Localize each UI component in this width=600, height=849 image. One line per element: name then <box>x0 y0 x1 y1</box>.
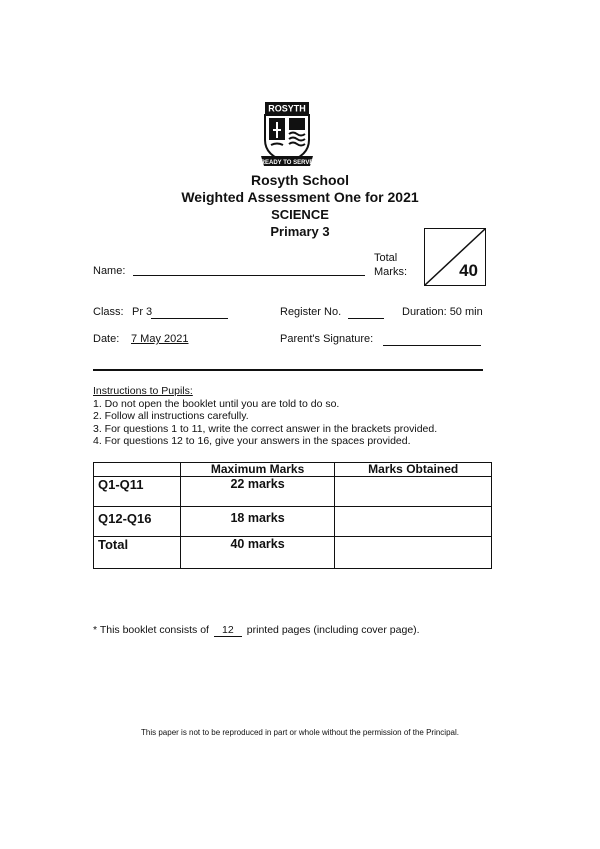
duration-text: Duration: 50 min <box>402 306 483 318</box>
table-row <box>94 537 492 569</box>
total-marks-box[interactable] <box>424 228 486 286</box>
table-header-row <box>94 463 492 477</box>
page-count-suffix: printed pages (including cover page). <box>246 624 420 636</box>
row-label: Q1-Q11 <box>94 477 181 507</box>
instructions-heading: Instructions to Pupils: <box>93 385 193 397</box>
row-max-marks: 18 marks <box>180 507 335 537</box>
name-label: Name: <box>93 265 126 277</box>
school-crest <box>259 100 315 170</box>
total-label: Total <box>374 252 398 264</box>
row-max-marks: 40 marks <box>180 537 335 569</box>
date-label: Date: <box>93 333 120 345</box>
crest-motto: READY TO SERVE <box>260 160 314 166</box>
title-block <box>0 172 600 240</box>
page-count-prefix: * This booklet consists of <box>93 624 209 636</box>
level-title: Primary 3 <box>270 224 330 239</box>
marks-table <box>93 462 492 569</box>
instructions <box>93 385 437 448</box>
class-value: Pr 3 <box>132 306 153 318</box>
row-label: Q12-Q16 <box>94 507 181 537</box>
section-divider <box>93 369 483 371</box>
instruction-item: 3. For questions 1 to 11, write the correct answer in the brackets provided. <box>93 422 438 435</box>
instruction-item: 4. For questions 12 to 16, give your answers in the spaces provided. <box>93 435 411 447</box>
parent-signature-field[interactable] <box>383 345 481 346</box>
name-field[interactable] <box>133 275 365 276</box>
assessment-title: Weighted Assessment One for 2021 <box>181 189 419 205</box>
table-header-cell: Maximum Marks <box>180 463 335 477</box>
parent-signature-label: Parent's Signature: <box>280 333 374 345</box>
class-field[interactable] <box>151 318 228 319</box>
table-header-cell: Marks Obtained <box>335 463 492 477</box>
row-marks-obtained[interactable] <box>335 537 492 569</box>
row-marks-obtained[interactable] <box>335 507 492 537</box>
table-header-cell <box>94 463 181 477</box>
marks-label: Marks: <box>374 266 407 278</box>
row-max-marks: 22 marks <box>180 477 335 507</box>
copyright-footer: This paper is not to be reproduced in part or whole without the permission of the Principal. <box>141 728 459 737</box>
subject-title: SCIENCE <box>271 207 329 222</box>
total-marks-value: 40 <box>459 261 478 280</box>
date-value: 7 May 2021 <box>131 333 189 345</box>
table-row <box>94 507 492 537</box>
register-field[interactable] <box>348 318 384 319</box>
page-count-note <box>93 624 420 637</box>
instruction-item: 2. Follow all instructions carefully. <box>93 410 249 422</box>
school-name: Rosyth School <box>250 172 349 188</box>
register-label: Register No. <box>280 306 342 318</box>
instruction-item: 1. Do not open the booklet until you are told to do so. <box>93 397 340 410</box>
crest-name: ROSYTH <box>268 103 306 114</box>
page-count-value: 12 <box>214 624 242 637</box>
table-row <box>94 477 492 507</box>
row-marks-obtained[interactable] <box>335 477 492 507</box>
row-label: Total <box>94 537 181 569</box>
class-label: Class: <box>93 306 124 318</box>
